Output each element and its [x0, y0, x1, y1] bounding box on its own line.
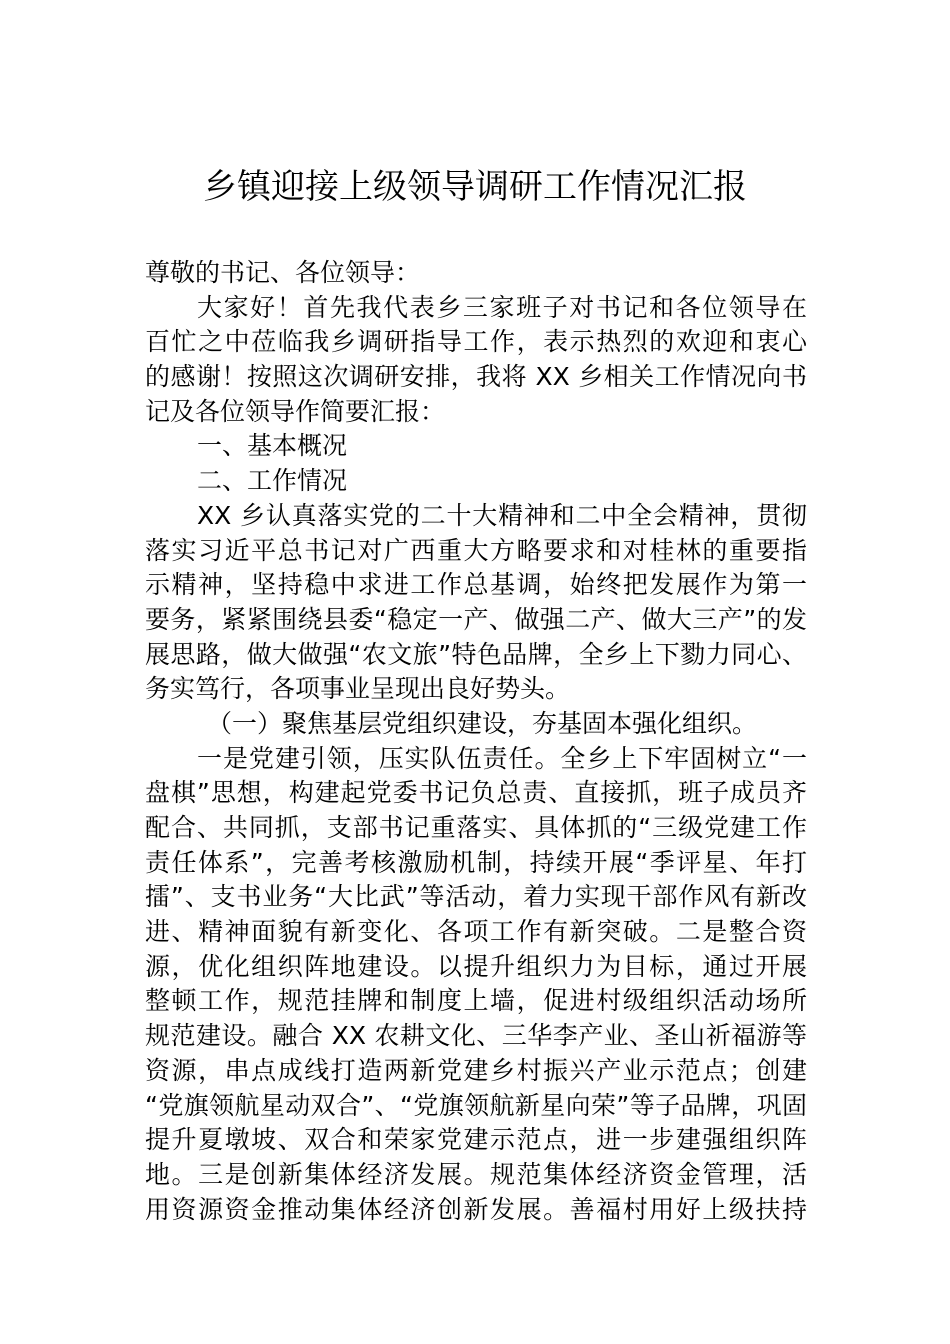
paragraph-line: 盘棋”思想，构建起党委书记负总责、直接抓，班子成员齐	[145, 778, 807, 808]
paragraph-line: XX 乡认真落实党的二十大精神和二中全会精神，贯彻	[197, 500, 807, 530]
paragraph-line: 地。三是创新集体经济发展。规范集体经济资金管理，活	[145, 1159, 807, 1189]
subsection-heading-party-building: （一）聚焦基层党组织建设，夯基固本强化组织。	[207, 708, 758, 738]
paragraph-line: 整顿工作，规范挂牌和制度上墙，促进村级组织活动场所	[145, 986, 807, 1016]
paragraph-line: 记及各位领导作简要汇报：	[145, 396, 446, 426]
paragraph-line: 用资源资金推动集体经济创新发展。善福村用好上级扶持	[145, 1194, 807, 1224]
paragraph-line: 落实习近平总书记对广西重大方略要求和对桂林的重要指	[145, 535, 807, 565]
section-heading-work-status: 二、工作情况	[197, 466, 348, 496]
paragraph-line: 务实笃行，各项事业呈现出良好势头。	[145, 674, 571, 704]
section-heading-basic-overview: 一、基本概况	[197, 431, 348, 461]
paragraph-line: 的感谢！按照这次调研安排，我将 XX 乡相关工作情况向书	[145, 362, 807, 392]
paragraph-line: 展思路，做大做强“农文旅”特色品牌，全乡上下勠力同心、	[145, 639, 807, 669]
paragraph-line: 配合、共同抓，支部书记重落实、具体抓的“三级党建工作	[145, 813, 807, 842]
salutation: 尊敬的书记、各位领导：	[145, 258, 421, 287]
paragraph-line: 大家好！首先我代表乡三家班子对书记和各位领导在	[197, 292, 807, 322]
paragraph-line: 进、精神面貌有新变化、各项工作有新突破。二是整合资	[145, 917, 807, 947]
paragraph-line: 资源，串点成线打造两新党建乡村振兴产业示范点；创建	[145, 1055, 807, 1085]
paragraph-line: 示精神，坚持稳中求进工作总基调，始终把发展作为第一	[145, 570, 807, 600]
paragraph-line: 要务，紧紧围绕县委“稳定一产、做强二产、做大三产”的发	[145, 604, 807, 634]
paragraph-line: 责任体系”，完善考核激励机制，持续开展“季评星、年打	[145, 847, 807, 877]
document-title: 乡镇迎接上级领导调研工作情况汇报	[203, 167, 747, 207]
document-body	[145, 256, 807, 1227]
paragraph-line: 一是党建引领，压实队伍责任。全乡上下牢固树立“一	[197, 743, 807, 773]
paragraph-line: 百忙之中莅临我乡调研指导工作，表示热烈的欢迎和衷心	[145, 327, 807, 357]
paragraph-line: 提升夏墩坡、双合和荣家党建示范点，进一步建强组织阵	[145, 1125, 807, 1155]
paragraph-line: 源，优化组织阵地建设。以提升组织力为目标，通过开展	[145, 951, 807, 981]
paragraph-line: 擂”、支书业务“大比武”等活动，着力实现干部作风有新改	[145, 882, 807, 912]
paragraph-line: “党旗领航星动双合”、“党旗领航新星向荣”等子品牌，巩固	[145, 1090, 807, 1120]
paragraph-line: 规范建设。融合 XX 农耕文化、三华李产业、圣山祈福游等	[145, 1021, 807, 1051]
